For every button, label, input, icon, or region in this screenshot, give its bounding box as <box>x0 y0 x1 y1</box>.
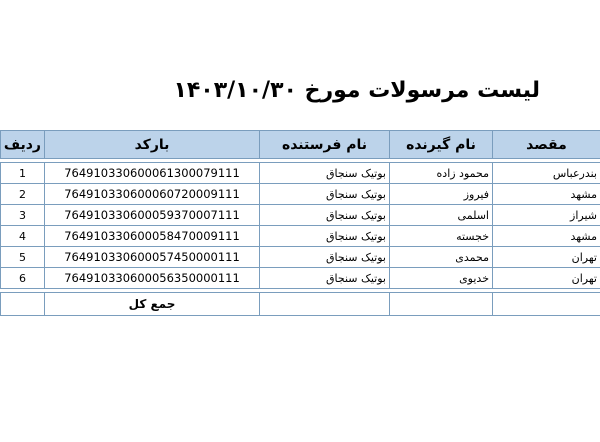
cell-sender: بوتیک سنجاق <box>260 226 390 247</box>
cell-barcode: 764910330600061300079111 <box>45 163 260 184</box>
shipments-table <box>0 130 600 316</box>
cell-destination: تهران <box>493 247 600 268</box>
cell-destination: مشهد <box>493 184 600 205</box>
cell-row-number: 5 <box>1 247 45 268</box>
cell-receiver: محمود زاده <box>390 163 493 184</box>
cell-row-number: 4 <box>1 226 45 247</box>
cell-barcode: 764910330600060720009111 <box>45 184 260 205</box>
cell-sender: بوتیک سنجاق <box>260 163 390 184</box>
table-row <box>1 247 600 268</box>
table-row <box>1 268 600 289</box>
table-row <box>1 226 600 247</box>
cell-receiver: خجسته <box>390 226 493 247</box>
total-cell-empty <box>390 293 493 316</box>
table-header-row <box>1 131 600 159</box>
header-receiver: نام گیرنده <box>390 131 493 159</box>
header-destination: مقصد <box>493 131 600 159</box>
cell-barcode: 764910330600057450000111 <box>45 247 260 268</box>
total-label: جمع کل <box>45 293 260 316</box>
total-cell-empty <box>260 293 390 316</box>
header-barcode: بارکد <box>45 131 260 159</box>
cell-barcode: 764910330600059370007111 <box>45 205 260 226</box>
header-sender: نام فرستنده <box>260 131 390 159</box>
cell-row-number: 3 <box>1 205 45 226</box>
cell-receiver: فیروز <box>390 184 493 205</box>
page-title: لیست مرسولات مورخ ۱۴۰۳/۱۰/۳۰ <box>173 78 540 103</box>
cell-sender: بوتیک سنجاق <box>260 184 390 205</box>
cell-row-number: 1 <box>1 163 45 184</box>
cell-receiver: خدیوی <box>390 268 493 289</box>
cell-destination: مشهد <box>493 226 600 247</box>
table-row <box>1 163 600 184</box>
cell-destination: شیراز <box>493 205 600 226</box>
cell-destination: تهران <box>493 268 600 289</box>
table-row <box>1 205 600 226</box>
header-row-number: ردیف <box>1 131 45 159</box>
cell-row-number: 6 <box>1 268 45 289</box>
cell-receiver: محمدی <box>390 247 493 268</box>
cell-sender: بوتیک سنجاق <box>260 268 390 289</box>
total-cell-empty <box>1 293 45 316</box>
cell-sender: بوتیک سنجاق <box>260 205 390 226</box>
table-row <box>1 184 600 205</box>
total-cell-empty <box>493 293 600 316</box>
total-row <box>1 293 600 316</box>
cell-destination: بندرعباس <box>493 163 600 184</box>
cell-barcode: 764910330600056350000111 <box>45 268 260 289</box>
cell-row-number: 2 <box>1 184 45 205</box>
cell-barcode: 764910330600058470009111 <box>45 226 260 247</box>
cell-sender: بوتیک سنجاق <box>260 247 390 268</box>
cell-receiver: اسلمی <box>390 205 493 226</box>
